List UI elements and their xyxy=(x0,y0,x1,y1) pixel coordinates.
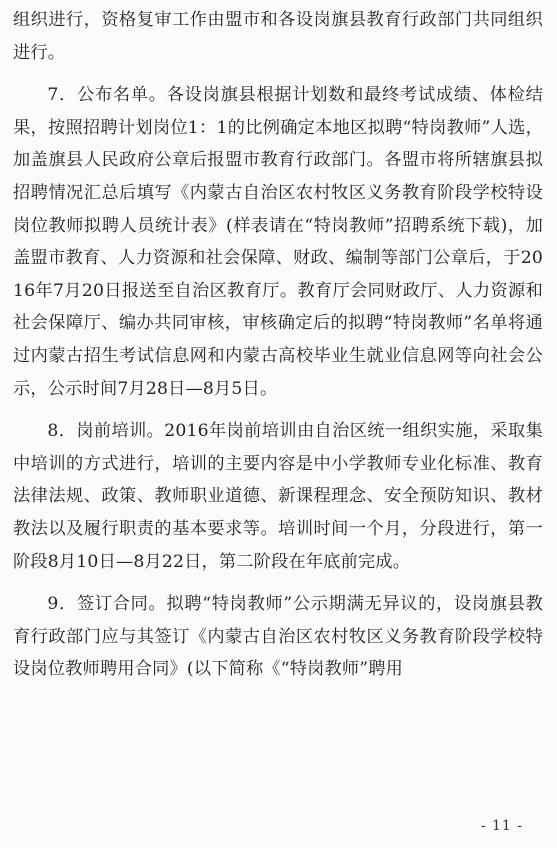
document-body xyxy=(13,4,543,686)
paragraph-gap xyxy=(13,69,543,79)
paragraph-pre-job-training: 8．岗前培训。2016年岗前培训由自治区统一组织实施，采取集中培训的方式进行，培训的主要内容是中小学教师专业化标准、教育法律法规、政策、教师职业道德、新课程理念、安全预防知识、教材教法以及履行职责的基本要求等。培训时间一个月，分段进行，第一阶段8月10日—8月22日，第二阶段在年底前完成。 xyxy=(13,421,543,572)
paragraph-sign-contract: 9．签订合同。拟聘“特岗教师”公示期满无异议的，设岗旗县教育行政部门应与其签订《内蒙古自治区农村牧区义务教育阶段学校特设岗位教师聘用合同》(以下简称《“特岗教师”聘用 xyxy=(13,594,543,680)
paragraph-publish-list: 7．公布名单。各设岗旗县根据计划数和最终考试成绩、体检结果，按照招聘计划岗位1：1的比例确定本地区拟聘“特岗教师”人选，加盖旗县人民政府公章后报盟市教育行政部门。各盟市将所辖旗县拟招聘情况汇总后填写《内蒙古自治区农村牧区义务教育阶段学校特设岗位教师拟聘人员统计表》(样表请在“特岗教师”招聘系统下载)，加盖盟市教育、人力资源和社会保障、财政、编制等部门公章后，于2016年7月20日报送至自治区教育厅。教育厅会同财政厅、人力资源和社会保障厅、编办共同审核，审核确定后的拟聘“特岗教师”名单将通过内蒙古招生考试信息网和内蒙古高校毕业生就业信息网等向社会公示，公示时间7月28日—8月5日。 xyxy=(13,85,543,399)
paragraph-continuation: 组织进行，资格复审工作由盟市和各设岗旗县教育行政部门共同组织进行。 xyxy=(13,10,543,63)
paragraph-gap xyxy=(13,405,543,415)
page-number: - 11 - xyxy=(480,818,523,834)
paragraph-gap xyxy=(13,578,543,588)
